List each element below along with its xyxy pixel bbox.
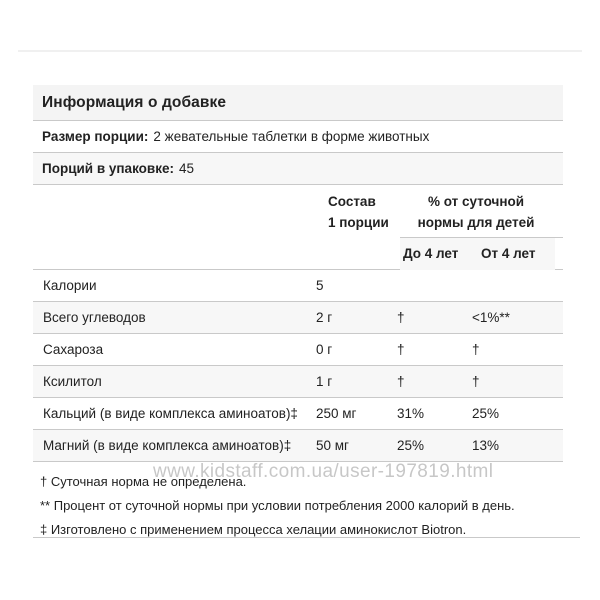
servings-per-container-label: Порций в упаковке:	[42, 161, 174, 176]
nutrient-dv-under4: 31%	[397, 406, 425, 421]
nutrient-amount: 50 мг	[316, 438, 349, 453]
nutrient-name: Калории	[43, 278, 97, 293]
nutrient-amount: 1 г	[316, 374, 333, 389]
footnote-daily-value: † Суточная норма не определена.	[40, 474, 247, 489]
footnote-percent-dv: ** Процент от суточной нормы при условии потребления 2000 калорий в день.	[40, 498, 515, 513]
nutrient-dv-over4: <1%**	[472, 310, 510, 325]
amount-header-line1: Состав	[328, 194, 376, 209]
nutrient-dv-over4: †	[472, 342, 480, 357]
serving-size-row	[33, 121, 563, 153]
nutrient-amount: 2 г	[316, 310, 333, 325]
panel-title-row	[33, 85, 563, 121]
panel-title: Информация о добавке	[42, 93, 227, 111]
over-4-column-header: От 4 лет	[481, 246, 536, 261]
nutrient-amount: 0 г	[316, 342, 333, 357]
nutrient-dv-under4: †	[397, 310, 405, 325]
table-header	[33, 185, 563, 270]
table-row	[33, 430, 563, 462]
footnote-chelation: ‡ Изготовлено с применением процесса хелации аминокислот Biotron.	[40, 522, 467, 537]
servings-per-container-row	[33, 153, 563, 185]
nutrient-dv-under4: 25%	[397, 438, 425, 453]
serving-size-label: Размер порции:	[42, 129, 149, 144]
nutrient-amount: 250 мг	[316, 406, 357, 421]
servings-per-container-value: 45	[178, 161, 194, 176]
amount-column-header	[328, 191, 389, 233]
daily-value-column-header	[395, 191, 557, 233]
table-row	[33, 366, 563, 398]
nutrient-amount: 5	[316, 278, 324, 293]
table-row	[33, 398, 563, 430]
nutrient-name: Кальций (в виде комплекса аминоатов)‡	[43, 406, 298, 421]
amount-header-line2: 1 порции	[328, 215, 389, 230]
nutrient-dv-under4: †	[397, 374, 405, 389]
daily-value-header-line1: % от суточной	[427, 194, 525, 209]
nutrient-dv-under4: †	[397, 342, 405, 357]
table-row	[33, 302, 563, 334]
nutrient-dv-over4: 13%	[472, 438, 500, 453]
watermark: www.kidstaff.com.ua/user-197819.html	[153, 461, 494, 482]
nutrient-name: Магний (в виде комплекса аминоатов)‡	[43, 438, 292, 453]
footnotes	[33, 462, 563, 542]
nutrient-name: Всего углеводов	[43, 310, 146, 325]
nutrient-name: Сахароза	[43, 342, 104, 357]
daily-value-header-line2: нормы для детей	[417, 215, 535, 230]
table-row	[33, 270, 563, 302]
supplement-facts-panel	[33, 85, 563, 542]
nutrient-dv-over4: †	[472, 374, 480, 389]
nutrient-dv-over4: 25%	[472, 406, 500, 421]
nutrient-name: Ксилитол	[43, 374, 102, 389]
serving-size-value: 2 жевательные таблетки в форме животных	[153, 129, 430, 144]
under-4-column-header: До 4 лет	[403, 246, 459, 261]
table-row	[33, 334, 563, 366]
page-top-divider	[18, 50, 582, 52]
table-body	[33, 270, 563, 462]
